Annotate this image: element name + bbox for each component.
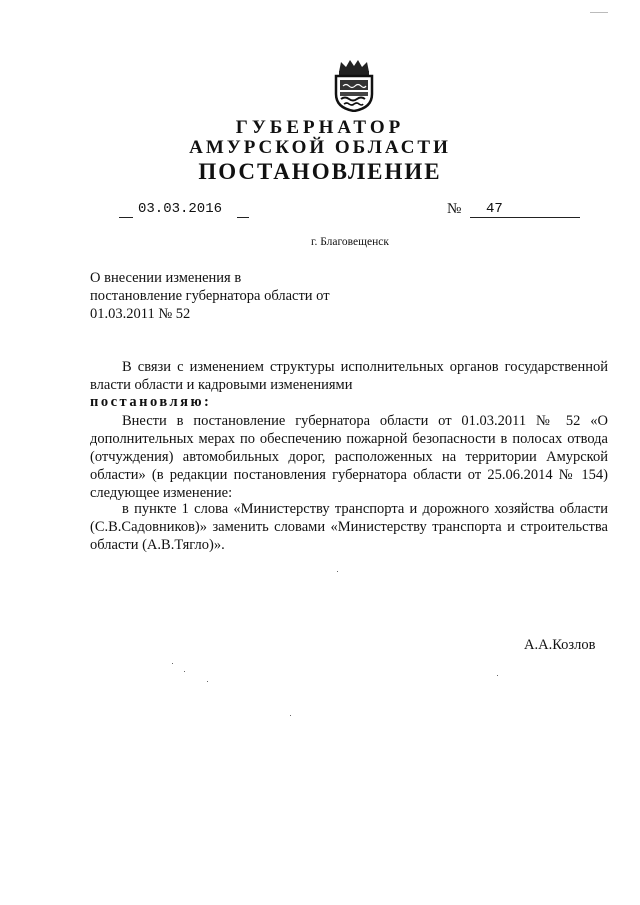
document-number: 47 — [486, 201, 503, 217]
scan-speck — [290, 715, 291, 716]
document-date: 03.03.2016 — [138, 201, 223, 217]
scan-speck — [184, 671, 185, 672]
scan-speck — [337, 571, 338, 572]
document-subject: О внесении изменения в постановление губернатора области от 01.03.2011 № 52 — [90, 270, 330, 322]
scan-speck — [172, 663, 173, 664]
intro-paragraph: В связи с изменением структуры исполнительных органов государственной власти области и кадровыми изменениями — [90, 359, 608, 393]
number-sign: № — [447, 201, 462, 217]
date-underline-left — [119, 217, 133, 218]
city-name: г. Благовещенск — [311, 236, 389, 248]
scan-speck — [207, 681, 208, 682]
decree-word: постановляю: — [90, 394, 212, 410]
header-title: ГУБЕРНАТОР — [235, 117, 405, 138]
coat-of-arms-icon — [331, 58, 377, 112]
date-underline-right — [237, 217, 249, 218]
document-type: ПОСТАНОВЛЕНИЕ — [198, 159, 442, 184]
main-paragraph: Внести в постановление губернатора области от 01.03.2011 № 52 «О дополнительных мерах по обеспечению пожарной безопасности в полосах отвода (отчуждения) автомобильных дорог, расположенных на территории Амурской области» (в редакции постановления губернатора области от 25.06.2014 № 154) следующее изменение: — [90, 413, 608, 501]
amendment-paragraph: в пункте 1 слова «Министерству транспорта и дорожного хозяйства области (С.В.Садовников)» заменить словами «Министерству транспорта и строительства области (А.В.Тягло)». — [90, 501, 608, 553]
scan-speck — [590, 12, 608, 13]
signature-name: А.А.Козлов — [524, 637, 596, 653]
scan-speck — [497, 675, 498, 676]
header-region: АМУРСКОЙ ОБЛАСТИ — [189, 137, 451, 158]
number-underline — [470, 217, 580, 218]
